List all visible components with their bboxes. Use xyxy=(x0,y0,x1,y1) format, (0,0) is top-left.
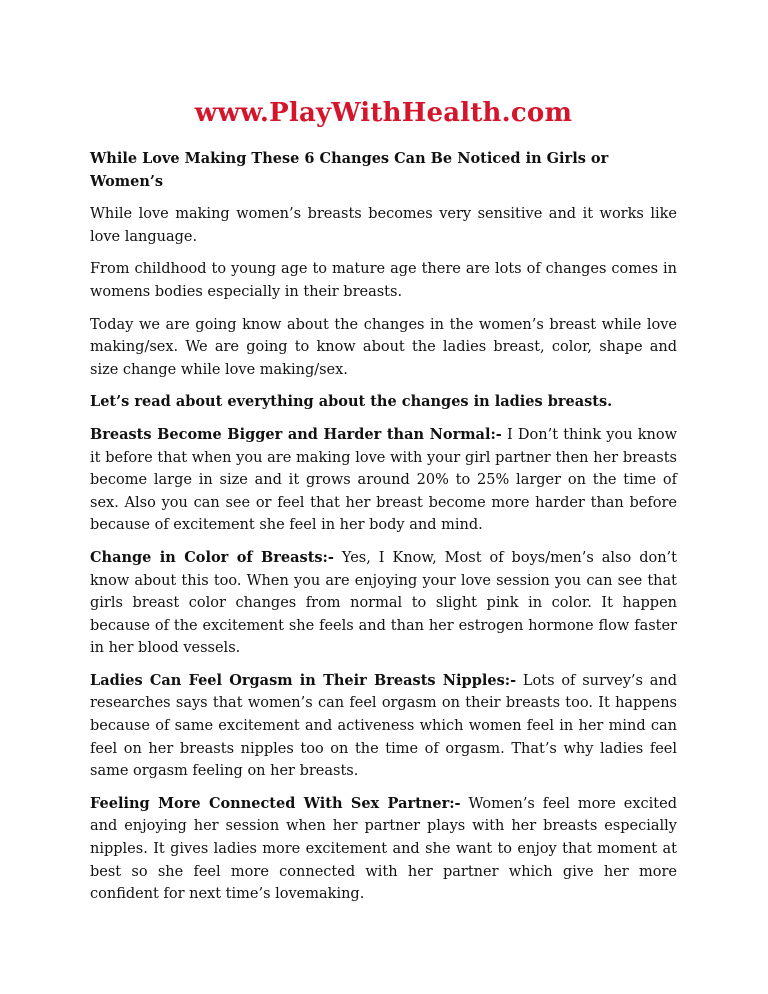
section-title-2: Change in Color of Breasts:- xyxy=(90,548,334,566)
document-page xyxy=(90,96,677,916)
intro-paragraph-1: While love making women’s breasts becomes very sensitive and it works like love language. xyxy=(90,206,677,245)
section-paragraph-3 xyxy=(90,670,677,783)
section-title-3: Ladies Can Feel Orgasm in Their Breasts Nipples:- xyxy=(90,671,517,689)
section-body-3: Lots of survey’s and researches says that women’s can feel orgasm on their breasts too. It happens because of same excitement and activeness which women feel in her mind can feel on her breasts nipples too on the time of orgasm. That’s why ladies feel same orgasm feeling on her breasts. xyxy=(90,672,677,780)
section-paragraph-2 xyxy=(90,547,677,660)
section-body-4: Women’s feel more excited and enjoying her session when her partner plays with her breasts especially nipples. It gives ladies more excitement and she want to enjoy that moment at best so she feel more connected with her partner which give her more confident for next time’s lovemaking. xyxy=(90,795,677,903)
site-title: www.PlayWithHealth.com xyxy=(194,98,573,128)
lead-statement: Let’s read about everything about the changes in ladies breasts. xyxy=(90,393,613,411)
section-paragraph-1 xyxy=(90,424,677,537)
section-body-1: I Don’t think you know it before that when you are making love with your girl partner then her breasts become large in size and it grows around 20% to 25% larger on the time of sex. Also you can see or feel that her breast become more harder than before because of excitement she feel in her body and mind. xyxy=(90,426,677,534)
intro-paragraph-3: Today we are going know about the changes in the women’s breast while love making/sex. We are going to know about the ladies breast, color, shape and size change while love making/sex. xyxy=(90,316,677,378)
section-paragraph-4 xyxy=(90,793,677,906)
article-heading: While Love Making These 6 Changes Can Be Noticed in Girls or Women’s xyxy=(90,150,609,190)
intro-paragraph-2: From childhood to young age to mature age there are lots of changes comes in womens bodies especially in their breasts. xyxy=(90,261,677,300)
section-title-1: Breasts Become Bigger and Harder than Normal:- xyxy=(90,425,502,443)
section-body-2: Yes, I Know, Most of boys/men’s also don’t know about this too. When you are enjoying your love session you can see that girls breast color changes from normal to slight pink in color. It happen because of the excitement she feels and than her estrogen hormone flow faster in her blood vessels. xyxy=(90,549,677,657)
section-title-4: Feeling More Connected With Sex Partner:- xyxy=(90,794,461,812)
